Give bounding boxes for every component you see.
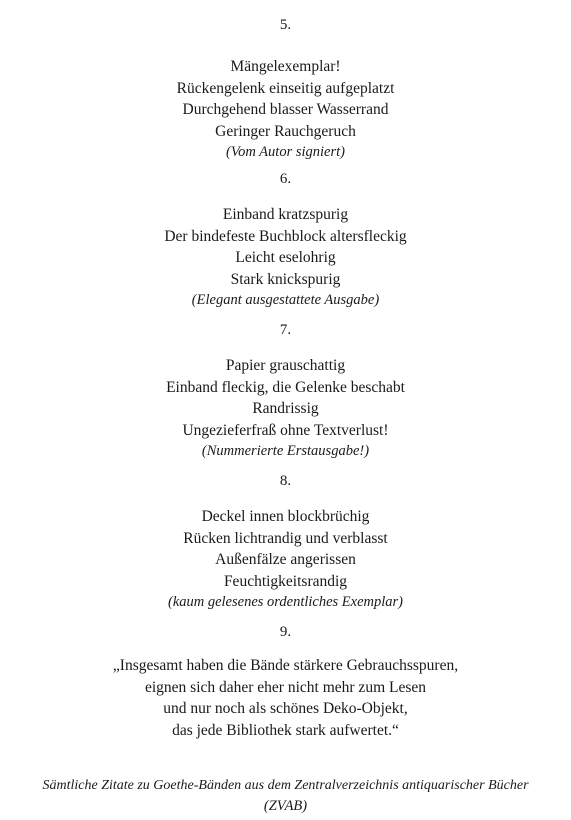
- section-5: [0, 14, 571, 163]
- section-6: [0, 168, 571, 311]
- text-line: Ungezieferfraß ohne Textverlust!: [182, 421, 389, 439]
- text-line: Leicht eselohrig: [235, 249, 336, 266]
- italic-note: (Nummerierte Erstausgabe!): [201, 443, 370, 459]
- quote-line: und nur noch als schönes Deko-Objekt,: [163, 700, 408, 717]
- text-line: Außenfälze angerissen: [215, 551, 356, 568]
- italic-note: (kaum gelesenes ordentliches Exemplar): [167, 594, 403, 610]
- text-line: Einband fleckig, die Gelenke beschabt: [166, 378, 405, 396]
- text-line: Durchgehend blasser Wasserrand: [182, 101, 389, 118]
- text-line: Papier grauschattig: [225, 357, 346, 374]
- text-line: Rücken lichtrandig und verblasst: [183, 529, 388, 547]
- section-number: 9.: [279, 624, 292, 640]
- text-line: Deckel innen blockbrüchig: [201, 508, 370, 525]
- quote-line: eignen sich daher eher nicht mehr zum Lesen: [144, 678, 427, 696]
- section-number: 8.: [279, 473, 292, 489]
- section-number: 5.: [279, 17, 292, 33]
- italic-note: (Elegant ausgestattete Ausgabe): [191, 292, 380, 308]
- text-line: Geringer Rauchgeruch: [215, 122, 356, 140]
- text-line: Rückengelenk einseitig aufgeplatzt: [176, 79, 395, 97]
- section-7: [0, 319, 571, 462]
- source-abbreviation: (ZVAB): [263, 798, 308, 814]
- source-footer: [0, 776, 571, 816]
- section-number: 6.: [279, 171, 292, 187]
- section-9-quote: [0, 621, 571, 741]
- text-line: Der bindefeste Buchblock altersfleckig: [164, 227, 407, 245]
- section-number: 7.: [279, 322, 292, 338]
- text-line: Mängelexemplar!: [230, 58, 341, 75]
- section-8: [0, 470, 571, 613]
- text-line: Randrissig: [252, 400, 319, 417]
- text-line: Stark knickspurig: [230, 270, 341, 288]
- quote-line: das jede Bibliothek stark aufwertet.“: [172, 721, 399, 739]
- text-line: Einband kratzspurig: [222, 206, 349, 223]
- source-citation: Sämtliche Zitate zu Goethe-Bänden aus dem Zentralverzeichnis antiquarischer Bücher: [42, 778, 529, 793]
- italic-note: (Vom Autor signiert): [226, 144, 345, 160]
- text-line: Feuchtigkeitsrandig: [223, 572, 348, 590]
- quote-line: „Insgesamt haben die Bände stärkere Gebrauchsspuren,: [112, 657, 459, 674]
